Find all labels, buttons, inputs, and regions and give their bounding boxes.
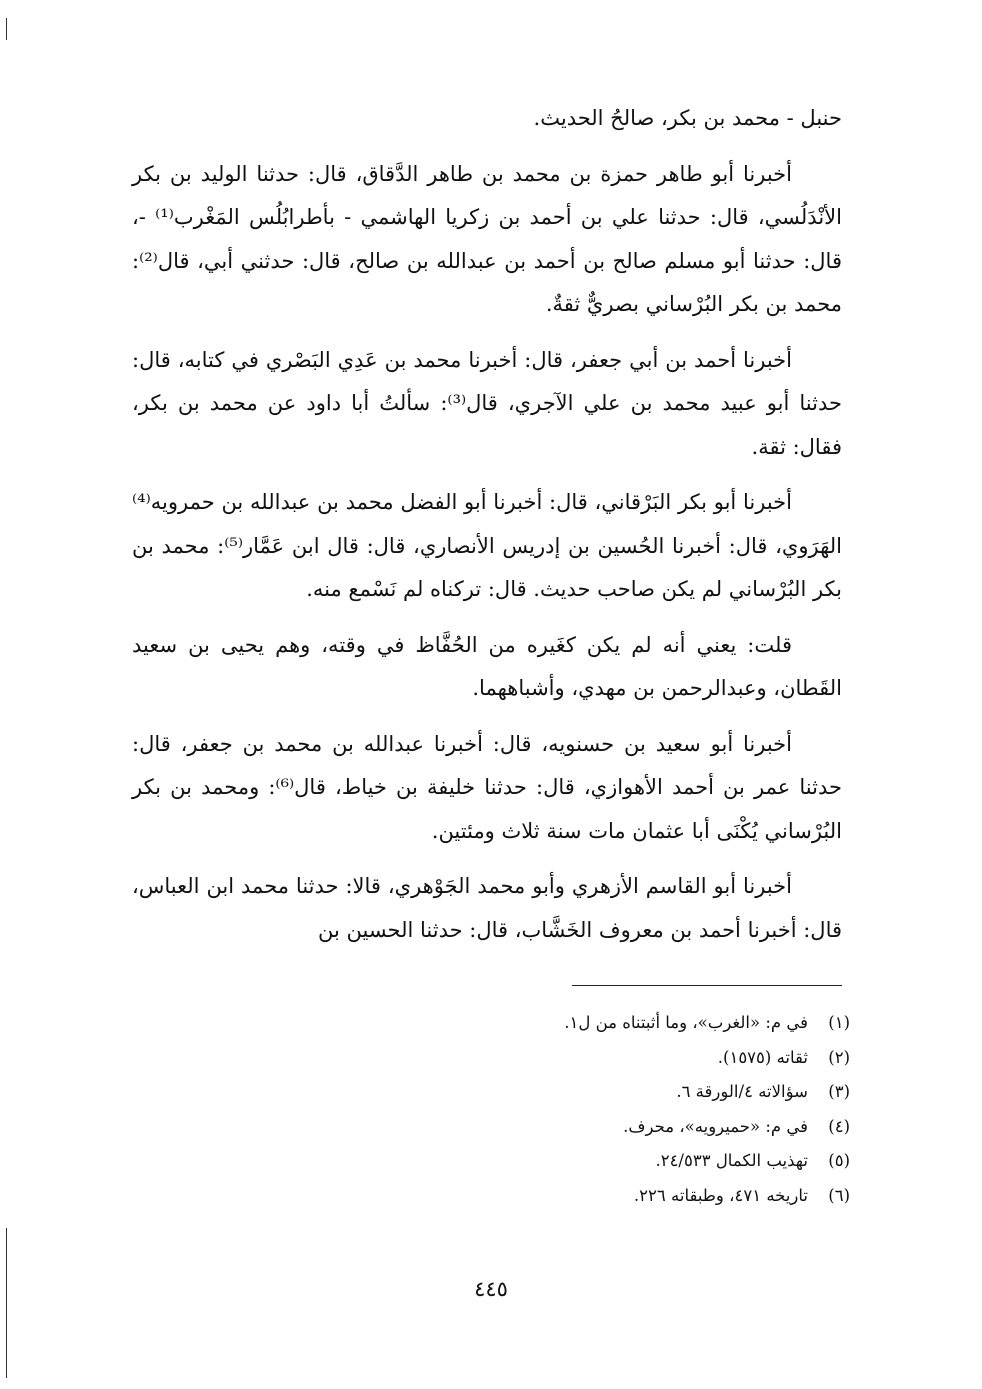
footnote xyxy=(150,1179,850,1214)
footnote-text: تاريخه ٤٧١، وطبقاته ٢٢٦. xyxy=(633,1185,808,1205)
footnote-number: (٦) xyxy=(828,1185,850,1205)
paragraph: قلت: يعني أنه لم يكن كغَيره من الحُفَّاظ في وقته، وهم يحيى بن سعيد القَطان، وعبدالرحمن بن مهدي، وأشباههما. xyxy=(132,632,842,700)
footnote-text: سؤالاته ٤/الورقة ٦. xyxy=(676,1082,808,1101)
footnote-text: ثقاته (١٥٧٥). xyxy=(717,1047,808,1067)
footnotes xyxy=(150,1006,850,1213)
footnote-number: (٥) xyxy=(828,1151,850,1170)
paragraph: أخبرنا أبو بكر البَرْقاني، قال: أخبرنا أبو الفضل محمد بن عبدالله بن حمرويه⁽⁴⁾ الهَرَوي، قال: أخبرنا الحُسين بن إدريس الأنصاري، قال: قال ابن عَمَّار⁽⁵⁾: محمد بن بكر البُرْساني لم يكن صاحب حديث. قال: تركناه لم نَسْمع منه. xyxy=(132,490,842,601)
scan-edge-mark xyxy=(6,18,7,40)
footnote-text: في م: «الغرب»، وما أثبتناه من ل١. xyxy=(564,1013,808,1032)
footnote xyxy=(150,1006,850,1041)
paragraph: أخبرنا أبو طاهر حمزة بن محمد بن طاهر الدَّقاق، قال: حدثنا الوليد بن بكر الأنْدَلُسي، قال: حدثنا علي بن أحمد بن زكريا الهاشمي - بأطرابُلُس المَغْرب⁽¹⁾ -، قال: حدثنا أبو مسلم صالح بن أحمد بن عبدالله بن صالح، قال: حدثني أبي، قال⁽²⁾: محمد بن بكر البُرْساني بصريٌّ ثقةٌ. xyxy=(132,161,842,316)
footnote xyxy=(150,1144,850,1179)
footnote-number: (٣) xyxy=(828,1082,850,1101)
paragraph: أخبرنا أحمد بن أبي جعفر، قال: أخبرنا محمد بن عَدِي البَصْري في كتابه، قال: حدثنا أبو عبيد محمد بن علي الآجري، قال⁽³⁾: سألتُ أبا داود عن محمد بن بكر، فقال: ثقة. xyxy=(132,347,842,459)
footnote-text: في م: «حميرويه»، محرف. xyxy=(623,1116,808,1136)
main-text xyxy=(132,97,842,964)
scan-edge-mark xyxy=(6,1228,7,1378)
footnote-number: (١) xyxy=(828,1013,850,1032)
paragraph: حنبل - محمد بن بكر، صالحُ الحديث. xyxy=(533,106,842,130)
footnote-number: (٢) xyxy=(828,1047,850,1067)
footnote-separator xyxy=(572,985,842,986)
footnote xyxy=(150,1075,850,1110)
footnote-number: (٤) xyxy=(828,1116,850,1136)
footnote-text: تهذيب الكمال ٢٤/٥٣٣. xyxy=(655,1151,808,1170)
paragraph: أخبرنا أبو سعيد بن حسنويه، قال: أخبرنا عبدالله بن محمد بن جعفر، قال: حدثنا عمر بن أحمد الأهوازي، قال: حدثنا خليفة بن خياط، قال⁽⁶⁾: ومحمد بن بكر البُرْساني يُكْنَى أبا عثمان مات سنة ثلاث ومئتين. xyxy=(132,731,842,843)
page-number: ٤٤٥ xyxy=(474,1277,508,1301)
footnote xyxy=(150,1110,850,1145)
paragraph: أخبرنا أبو القاسم الأزهري وأبو محمد الجَوْهري، قالا: حدثنا محمد ابن العباس، قال: أخبرنا أحمد بن معروف الخَشَّاب، قال: حدثنا الحسين بن xyxy=(132,874,842,942)
footnote xyxy=(150,1041,850,1076)
